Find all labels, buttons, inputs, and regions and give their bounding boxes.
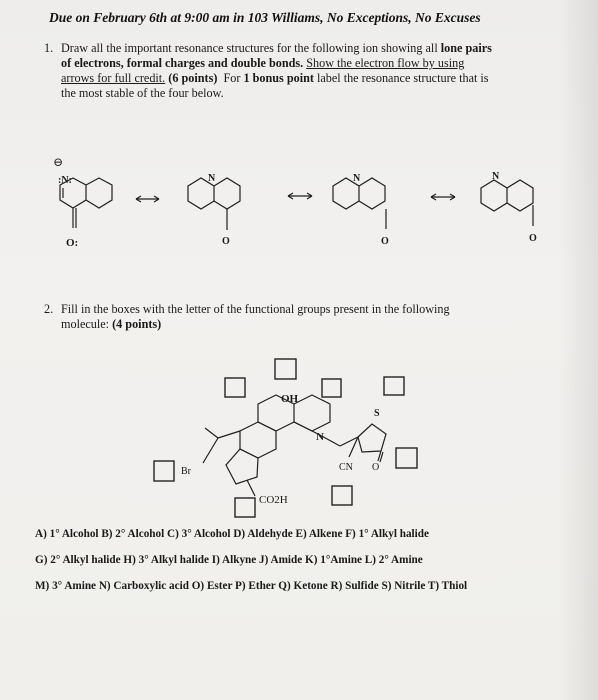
q1-points: (6 points) bbox=[168, 71, 218, 85]
resonance-structures bbox=[60, 178, 533, 230]
nitrogen-label-3: N bbox=[353, 173, 361, 184]
answer-box-3[interactable] bbox=[322, 379, 341, 397]
assignment-header: Due on February 6th at 9:00 am in 103 Williams, No Exceptions, No Excuses bbox=[49, 10, 481, 25]
functional-group-molecule bbox=[203, 395, 386, 496]
answer-box-5[interactable] bbox=[154, 461, 174, 481]
q1-text-part: Draw all the important resonance structures for the following ion showing all bbox=[61, 41, 441, 55]
resonance-structure-3 bbox=[333, 178, 386, 229]
resonance-structure-2 bbox=[188, 178, 240, 230]
q1-bold-part: of electrons, formal charges and double bonds. bbox=[61, 56, 304, 70]
q1-text-part: the most stable of the four below. bbox=[61, 86, 224, 100]
q2-points: (4 points) bbox=[112, 317, 162, 331]
carboxylic-acid-label: CO2H bbox=[259, 494, 288, 506]
carbonyl-oxygen-label: O bbox=[372, 462, 380, 473]
nitrile-label: CN bbox=[339, 462, 353, 473]
resonance-structure-4 bbox=[481, 180, 533, 226]
nitrogen-label: N bbox=[316, 431, 324, 443]
nitrogen-label-4: N bbox=[492, 171, 500, 182]
options-line-2: G) 2° Alkyl halide H) 3° Alkyl halide I) Alkyne J) Amide K) 1°Amine L) 2° Amine bbox=[35, 554, 423, 566]
resonance-arrow-1 bbox=[136, 196, 159, 202]
q1-bonus: 1 bonus point bbox=[243, 71, 314, 85]
nitrogen-label-2: N bbox=[208, 173, 216, 184]
oxygen-label-4: O bbox=[529, 233, 537, 244]
answer-box-7[interactable] bbox=[235, 498, 255, 517]
oxygen-label-2: O bbox=[222, 236, 230, 247]
oxygen-label-3: O bbox=[381, 236, 389, 247]
bromine-label: Br bbox=[181, 466, 191, 477]
q2-text-part: molecule: bbox=[61, 317, 113, 331]
negative-charge-symbol: ⊖ bbox=[53, 155, 64, 169]
q1-bold-part: lone pairs bbox=[440, 41, 492, 55]
options-line-1: A) 1° Alcohol B) 2° Alcohol C) 3° Alcohol D) Aldehyde E) Alkene F) 1° Alkyl halide bbox=[35, 528, 429, 540]
question-1-number: 1. bbox=[44, 41, 54, 55]
resonance-arrow-2 bbox=[288, 193, 312, 199]
q1-underlined-part: Show the electron flow by using bbox=[306, 56, 465, 70]
answer-box-6[interactable] bbox=[396, 448, 417, 468]
resonance-labels bbox=[53, 155, 537, 249]
oxygen-label-1: O: bbox=[66, 237, 79, 249]
nitrogen-label-1: :N: bbox=[58, 175, 72, 186]
answer-box-1[interactable] bbox=[225, 378, 245, 397]
answer-box-2[interactable] bbox=[275, 359, 296, 379]
q1-text-part: label the resonance structure that is bbox=[313, 71, 489, 85]
answer-box-8[interactable] bbox=[332, 486, 352, 505]
hydroxyl-label: OH bbox=[281, 393, 299, 405]
question-2-number: 2. bbox=[44, 302, 54, 316]
q2-text-part: Fill in the boxes with the letter of the functional groups present in the following bbox=[61, 302, 450, 316]
options-line-3: M) 3° Amine N) Carboxylic acid O) Ester P) Ether Q) Ketone R) Sulfide S) Nitrile T) Thiol bbox=[35, 580, 468, 592]
q1-underlined-part: arrows for full credit. bbox=[61, 71, 166, 85]
q1-text-part: For bbox=[223, 71, 244, 85]
resonance-arrow-3 bbox=[431, 194, 455, 200]
answer-box-4[interactable] bbox=[384, 377, 404, 395]
sulfur-label: S bbox=[374, 408, 380, 419]
